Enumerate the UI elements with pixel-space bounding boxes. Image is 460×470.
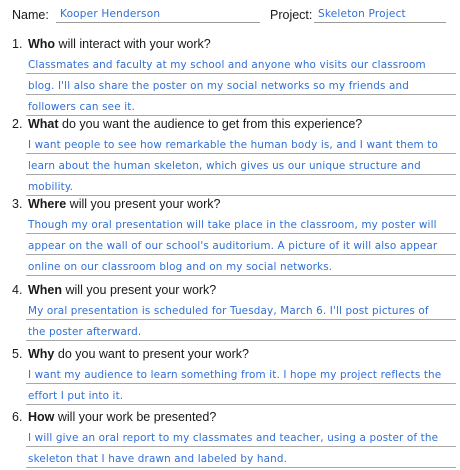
name-value: Kooper Henderson — [60, 8, 161, 20]
question-keyword: When — [28, 283, 63, 297]
question-keyword: Where — [28, 197, 67, 211]
question-why — [12, 346, 456, 405]
question-what — [12, 116, 456, 196]
question-text: will interact with your work? — [55, 37, 211, 51]
answer-line — [26, 447, 456, 468]
question-number: 4. — [12, 283, 23, 297]
question-number: 3. — [12, 197, 23, 211]
answer-text: My oral presentation is scheduled for Tuesday, March 6. I'll post pictures of — [28, 305, 429, 317]
question-title — [12, 346, 456, 362]
answer-text: online on our classroom blog and on my social networks. — [28, 261, 333, 273]
answer-line — [26, 53, 456, 74]
answer-line — [26, 175, 456, 196]
question-title — [12, 409, 456, 425]
answer-text: appear on the wall of our school's auditorium. A picture of it will also appear — [28, 240, 438, 252]
question-who — [12, 36, 456, 116]
answer-line — [26, 426, 456, 447]
question-keyword: What — [28, 117, 59, 131]
answer-area[interactable] — [26, 426, 456, 468]
answer-text: effort I put into it. — [28, 390, 124, 402]
answer-text: blog. I'll also share the poster on my social networks so my friends and — [28, 80, 409, 92]
answer-line — [26, 213, 456, 234]
question-title — [12, 196, 456, 212]
question-keyword: Why — [28, 347, 55, 361]
answer-area[interactable] — [26, 299, 456, 341]
project-value: Skeleton Project — [318, 8, 406, 20]
question-number: 5. — [12, 347, 23, 361]
answer-line — [26, 320, 456, 341]
question-title — [12, 36, 456, 52]
answer-area[interactable] — [26, 363, 456, 405]
answer-line — [26, 95, 456, 116]
question-text: do you want the audience to get from this experience? — [58, 117, 363, 131]
answer-line — [26, 363, 456, 384]
answer-line — [26, 299, 456, 320]
answer-line — [26, 133, 456, 154]
answer-text: skeleton that I have drawn and labeled by hand. — [28, 453, 288, 465]
question-where — [12, 196, 456, 276]
name-line[interactable] — [56, 6, 260, 23]
answer-text: I want my audience to learn something from it. I hope my project reflects the — [28, 369, 442, 381]
project-field — [270, 6, 450, 24]
question-keyword: Who — [28, 37, 56, 51]
question-keyword: How — [28, 410, 55, 424]
question-when — [12, 282, 456, 341]
answer-line — [26, 154, 456, 175]
question-title — [12, 116, 456, 132]
question-number: 6. — [12, 410, 23, 424]
question-title — [12, 282, 456, 298]
answer-text: I will give an oral report to my classmates and teacher, using a poster of the — [28, 432, 439, 444]
answer-area[interactable] — [26, 133, 456, 196]
answer-area[interactable] — [26, 213, 456, 276]
question-text: will you present your work? — [62, 283, 217, 297]
answer-area[interactable] — [26, 53, 456, 116]
name-label: Name: — [12, 8, 49, 22]
answer-text: the poster afterward. — [28, 326, 142, 338]
answer-line — [26, 255, 456, 276]
project-label: Project: — [270, 8, 313, 22]
name-field — [12, 6, 262, 24]
answer-text: mobility. — [28, 181, 74, 193]
question-text: will your work be presented? — [54, 410, 217, 424]
answer-line — [26, 384, 456, 405]
answer-text: Though my oral presentation will take place in the classroom, my poster will — [28, 219, 437, 231]
answer-line — [26, 74, 456, 95]
question-text: do you want to present your work? — [54, 347, 249, 361]
answer-text: I want people to see how remarkable the human body is, and I want them to — [28, 139, 438, 151]
answer-text: followers can see it. — [28, 101, 135, 113]
question-text: will you present your work? — [66, 197, 221, 211]
project-line[interactable] — [314, 6, 446, 23]
question-how — [12, 409, 456, 468]
answer-text: Classmates and faculty at my school and anyone who visits our classroom — [28, 59, 426, 71]
question-number: 2. — [12, 117, 23, 131]
question-number: 1. — [12, 37, 23, 51]
answer-text: learn about the human skeleton, which gives us our unique structure and — [28, 160, 421, 172]
answer-line — [26, 234, 456, 255]
